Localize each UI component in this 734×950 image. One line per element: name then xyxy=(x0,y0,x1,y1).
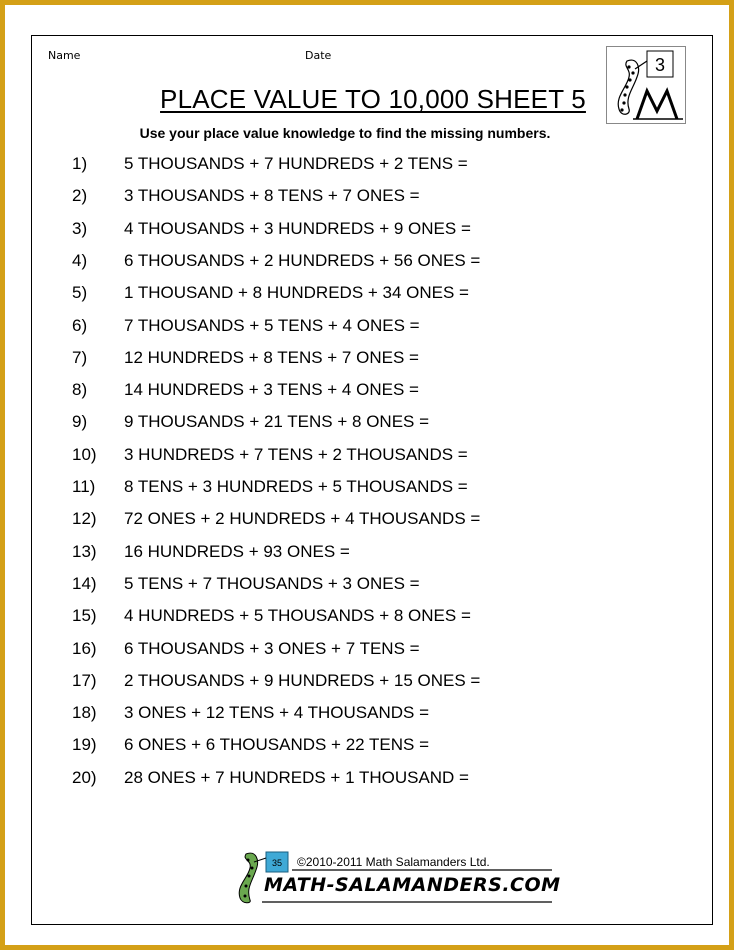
question-text: 2 THOUSANDS + 9 HUNDREDS + 15 ONES = xyxy=(124,670,481,690)
question-number: 7) xyxy=(72,347,88,367)
question-number: 19) xyxy=(72,735,97,755)
question-item xyxy=(32,639,714,667)
name-label: Name xyxy=(48,49,81,62)
question-number: 12) xyxy=(72,509,97,529)
question-item xyxy=(32,412,714,440)
question-text: 12 HUNDREDS + 8 TENS + 7 ONES = xyxy=(124,347,419,367)
question-text: 5 TENS + 7 THOUSANDS + 3 ONES = xyxy=(124,573,420,593)
question-item xyxy=(32,542,714,570)
question-item xyxy=(32,509,714,537)
question-number: 1) xyxy=(72,154,88,173)
question-text: 9 THOUSANDS + 21 TENS + 8 ONES = xyxy=(124,412,430,432)
question-text: 3 HUNDREDS + 7 TENS + 2 THOUSANDS = xyxy=(124,444,468,464)
question-text: 3 THOUSANDS + 8 TENS + 7 ONES = xyxy=(124,186,420,206)
question-number: 20) xyxy=(72,767,97,787)
question-item xyxy=(32,154,714,182)
question-text: 6 ONES + 6 THOUSANDS + 22 TENS = xyxy=(124,735,430,755)
question-text: 5 THOUSANDS + 7 HUNDREDS + 2 TENS = xyxy=(124,154,468,173)
question-item xyxy=(32,219,714,247)
question-item xyxy=(32,477,714,505)
svg-text:35: 35 xyxy=(271,858,283,868)
question-text: 7 THOUSANDS + 5 TENS + 4 ONES = xyxy=(124,315,420,335)
footer-site-name: MATH-SALAMANDERS.COM xyxy=(264,874,561,896)
question-number: 6) xyxy=(72,315,88,335)
question-item xyxy=(32,671,714,699)
worksheet-instructions: Use your place value knowledge to find the missing numbers. xyxy=(139,125,551,141)
question-number: 17) xyxy=(72,670,97,690)
question-item xyxy=(32,768,714,796)
question-text: 6 THOUSANDS + 3 ONES + 7 TENS = xyxy=(124,638,420,658)
question-item xyxy=(32,251,714,279)
question-number: 16) xyxy=(72,638,97,658)
question-item xyxy=(32,316,714,344)
question-item xyxy=(32,348,714,376)
question-number: 4) xyxy=(72,250,88,270)
question-item xyxy=(32,735,714,763)
question-number: 2) xyxy=(72,186,88,206)
question-item xyxy=(32,703,714,731)
question-item xyxy=(32,606,714,634)
question-text: 16 HUNDREDS + 93 ONES = xyxy=(124,541,350,561)
question-item xyxy=(32,380,714,408)
question-number: 13) xyxy=(72,541,97,561)
question-number: 3) xyxy=(72,218,88,238)
footer-copyright: ©2010-2011 Math Salamanders Ltd. xyxy=(297,855,490,869)
question-text: 14 HUNDREDS + 3 TENS + 4 ONES = xyxy=(124,380,419,400)
question-item xyxy=(32,574,714,602)
question-text: 4 THOUSANDS + 3 HUNDREDS + 9 ONES = xyxy=(124,218,471,238)
question-text: 3 ONES + 12 TENS + 4 THOUSANDS = xyxy=(124,703,430,723)
question-item xyxy=(32,445,714,473)
question-text: 6 THOUSANDS + 2 HUNDREDS + 56 ONES = xyxy=(124,250,481,270)
question-number: 5) xyxy=(72,283,88,303)
question-number: 11) xyxy=(72,477,96,496)
question-number: 18) xyxy=(72,703,97,723)
question-number: 10) xyxy=(72,444,97,464)
question-item xyxy=(32,186,714,214)
question-number: 14) xyxy=(72,573,97,593)
question-text: 1 THOUSAND + 8 HUNDREDS + 34 ONES = xyxy=(124,283,469,303)
question-text: 4 HUNDREDS + 5 THOUSANDS + 8 ONES = xyxy=(124,606,471,626)
worksheet-title: PLACE VALUE TO 10,000 SHEET 5 xyxy=(160,84,586,114)
worksheet-frame xyxy=(31,35,713,925)
question-text: 72 ONES + 2 HUNDREDS + 4 THOUSANDS = xyxy=(124,509,481,529)
question-text: 28 ONES + 7 HUNDREDS + 1 THOUSAND = xyxy=(124,767,469,787)
date-label: Date xyxy=(305,49,332,62)
question-item xyxy=(32,283,714,311)
question-number: 8) xyxy=(72,380,88,400)
question-text: 8 TENS + 3 HUNDREDS + 5 THOUSANDS = xyxy=(124,477,468,496)
question-number: 9) xyxy=(72,412,88,432)
logo-grade-number: 3 xyxy=(654,55,666,75)
question-number: 15) xyxy=(72,606,97,626)
